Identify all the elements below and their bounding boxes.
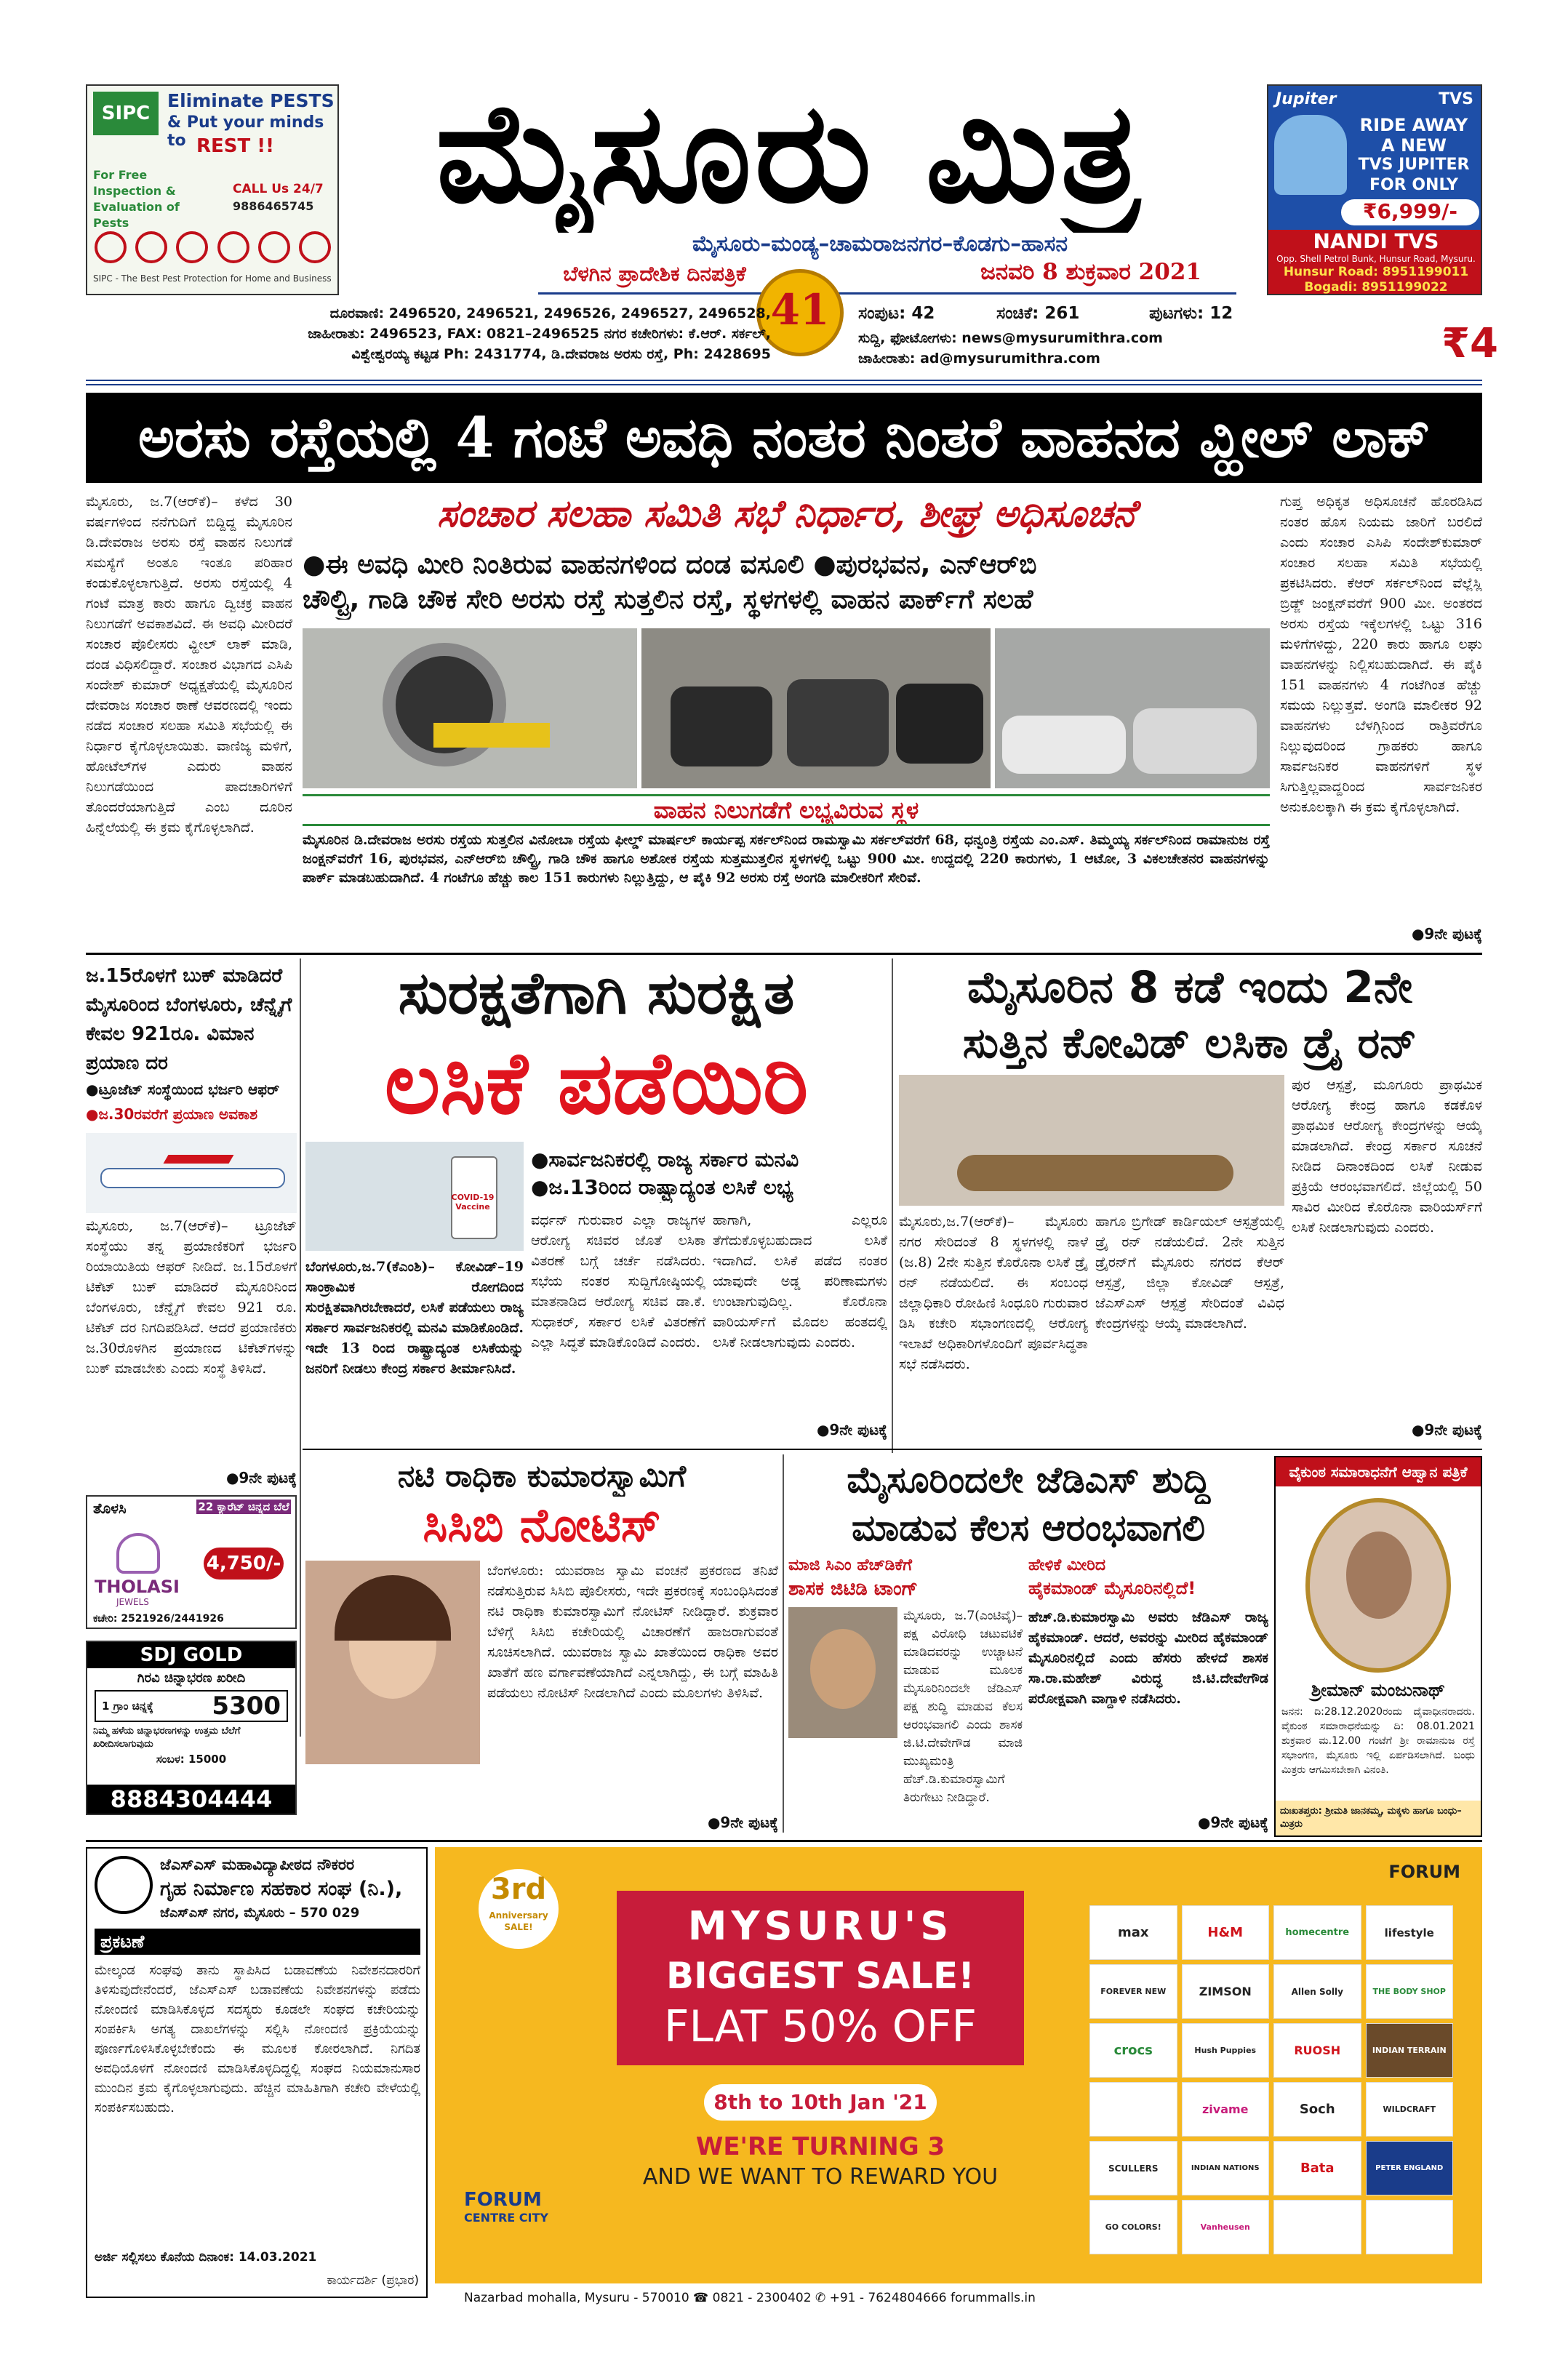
sdj-gram: 1 ಗ್ರಾಂ ಚಿನ್ನಕ್ಕೆ xyxy=(102,1700,153,1713)
dryrun-headline-2: ಸುತ್ತಿನ ಕೋವಿಡ್ ಲಸಿಕಾ ಡ್ರೈ ರನ್ xyxy=(962,1018,1417,1068)
tholasi-top: ತೊಳಸಿ xyxy=(93,1500,127,1517)
lead-headline-bar xyxy=(86,393,1482,483)
jds-sub-1a: ಮಾಜಿ ಸಿಎಂ ಹೆಚ್‌ಡಿಕೆಗೆ xyxy=(788,1556,913,1574)
dryrun-body-b: ಹಾಗೂ ಬ್ರಿಗೇಡ್ ಕಾರ್ಡಿಯಲ್ ಆಸ್ಪತ್ರೆಯಲ್ಲಿ ಡ್ರೈ ರನ್ ನಡೆಯಲಿದೆ. 2ನೇ ಸುತ್ತಿನ ಡ್ರೈರನ್‌ಗೆ ಮೈಸೂರು ನಗರದ ಕೆಆರ್ ಆಸ್ಪತ್ರೆ, ಜಿಲ್ಲಾ ಕೋವಿಡ್ ಆಸ್ಪತ್ರೆ, ಜೆಎಸ್‌ಎಸ್ ಆಸ್ಪತ್ರೆ ಸೇರಿದಂತೆ ವಿವಿಧ ಕೇಂದ್ರಗಳನ್ನು ಆಯ್ಕೆ ಮಾಡಲಾಗಿದೆ. xyxy=(1095,1214,1284,1332)
vaccine-body-b: ವರ್ಧನ್ ಗುರುವಾರ ಎಲ್ಲಾ ರಾಜ್ಯಗಳ ಆರೋಗ್ಯ ಸಚಿವರ ಜೊತೆ ಲಸಿಕಾ ವಿತರಣೆ ಬಗ್ಗೆ ಚರ್ಚೆ ನಡೆಸಿದರು. ಸಭೆಯ ನಂತರ ಸುದ್ದಿಗೋಷ್ಠಿಯಲ್ಲಿ ಮಾತನಾಡಿದ ಆರೋಗ್ಯ ಸಚಿವ ಡಾ.ಕೆ. ಸುಧಾಕರ್, ಸರ್ಕಾರ ಲಸಿಕೆ ವಿತರಣೆಗೆ ಎಲ್ಲಾ ಸಿದ್ಧತೆ ಮಾಡಿಕೊಂಡಿದೆ ಎಂದರು. xyxy=(531,1212,705,1350)
forum-turning: WE'RE TURNING 3 xyxy=(695,2132,945,2161)
society-address: ಜೆಎಸ್‌ಎಸ್ ನಗರ, ಮೈಸೂರು – 570 029 xyxy=(160,1905,360,1921)
vaccine-headline-1: ಸುರಕ್ಷತೆಗಾಗಿ ಸುರಕ್ಷಿತ xyxy=(398,959,795,1027)
dryrun-headline-1: ಮೈಸೂರಿನ 8 ಕಡೆ ಇಂದು 2ನೇ xyxy=(967,962,1412,1013)
bike-shape xyxy=(787,679,889,766)
gtd-photo xyxy=(788,1607,897,1738)
notice-body: ಮೇಲ್ಕಂಡ ಸಂಘವು ತಾನು ಸ್ಥಾಪಿಸಿದ ಬಡಾವಣೆಯ ನಿವೇಶನದಾರರಿಗೆ ತಿಳಿಸುವುದೇನೆಂದರೆ, ಜೆಎಸ್‌ಎಸ್ ಬಡಾವಣೆಯ ನಿವೇಶನಗಳನ್ನು ಪಡೆದು ನೋಂದಣಿ ಮಾಡಿಸಿಕೊಳ್ಳದ ಸದಸ್ಯರು ಕೂಡಲೇ ಸಂಘದ ಕಚೇರಿಯನ್ನು ಸಂಪರ್ಕಿಸಿ ಅಗತ್ಯ ದಾಖಲೆಗಳನ್ನು ಸಲ್ಲಿಸಿ ನೋಂದಣಿ ಪ್ರಕ್ರಿಯೆಯನ್ನು ಪೂರ್ಣಗೊಳಿಸಿಕೊಳ್ಳಬೇಕೆಂದು ಈ ಮೂಲಕ ಕೋರಲಾಗಿದೆ. ನಿಗದಿತ ಅವಧಿಯೊಳಗೆ ನೋಂದಣಿ ಮಾಡಿಸಿಕೊಳ್ಳದಿದ್ದಲ್ಲಿ ಸಂಘದ ನಿಯಮಾನುಸಾರ ಮುಂದಿನ ಕ್ರಮ ಕೈಗೊಳ್ಳಲಾಗುವುದು. ಹೆಚ್ಚಿನ ಮಾಹಿತಿಗಾಗಿ ಕಚೇರಿ ವೇಳೆಯಲ್ಲಿ ಸಂಪರ್ಕಿಸಬಹುದು. xyxy=(95,1963,420,2115)
lead-bullets-2: ಚೌಲ್ಟ್ರಿ, ಗಾಡಿ ಚೌಕ ಸೇರಿ ಅರಸು ರಸ್ತೆ ಸುತ್ತಲಿನ ರಸ್ತೆ, ಸ್ಥಳಗಳಲ್ಲಿ ವಾಹನ ಪಾರ್ಕ್‌ಗೆ ಸಲಹೆ xyxy=(303,585,1033,614)
lead-kicker: ಸಂಚಾರ ಸಲಹಾ ಸಮಿತಿ ಸಭೆ ನಿರ್ಧಾರ, ಶೀಘ್ರ ಅಧಿಸೂಚನೆ xyxy=(437,492,1135,536)
forum-address-bar: Nazarbad mohalla, Mysuru - 570010 ☎ 0821 - 2300402 ✆ +91 - 7624804666 forummalls.in xyxy=(435,2283,1482,2313)
ad-call: CALL Us 24/7 xyxy=(233,182,324,196)
phone-line: ದೂರವಾಣಿ: 2496520, 2496521, 2496526, 2496527, 2496528, xyxy=(329,305,771,321)
brand-logo: Allen Solly xyxy=(1273,1964,1361,2019)
price: ₹4 xyxy=(1441,320,1498,367)
dealer-bogadi: Bogadi: 8951199022 xyxy=(1304,280,1448,295)
forum-logo xyxy=(464,2189,548,2225)
lead-continued: ●9ನೇ ಪುಟಕ್ಕೆ xyxy=(1411,925,1482,942)
section-rule xyxy=(86,953,1482,955)
ad-line-3: REST !! xyxy=(196,135,275,157)
ad-email: ಜಾಹೀರಾತು: ad@mysurumithra.com xyxy=(858,351,1100,367)
flight-headline: ಜ.15ರೊಳಗೆ ಬುಕ್ ಮಾಡಿದರೆ ಮೈಸೂರಿಂದ ಬೆಂಗಳೂರು, ಚೆನ್ನೈಗೆ ಕೇವಲ 921ರೂ. ವಿಮಾನ ಪ್ರಯಾಣ ದರ xyxy=(86,965,292,1074)
dryrun-body-c: ಪುರ ಆಸ್ಪತ್ರೆ, ಮೂಗೂರು ಪ್ರಾಥಮಿಕ ಆರೋಗ್ಯ ಕೇಂದ್ರ ಹಾಗೂ ಕಡಕೊಳ ಪ್ರಾಥಮಿಕ ಆರೋಗ್ಯ ಕೇಂದ್ರಗಳನ್ನು ಆಯ್ಕೆ ಮಾಡಲಾಗಿದೆ. ಕೇಂದ್ರ ಸರ್ಕಾರ ಸೂಚನೆ ನೀಡಿದ ದಿನಾಂಕದಿಂದ ಲಸಿಕೆ ನೀಡುವ ಪ್ರಕ್ರಿಯೆ ಆರಂಭವಾಗಲಿದೆ. ಜಿಲ್ಲೆಯಲ್ಲಿ 50 ಸಾವಿರ ಮೀರಿದ ಕೊರೊನಾ ವಾರಿಯರ್ಸ್‌ಗೆ ಲಸಿಕೆ ನೀಡಲಾಗುವುದು ಎಂದರು. xyxy=(1292,1077,1482,1236)
forum-flat-off: FLAT 50% OFF xyxy=(663,2001,977,2052)
flight-bullet-1: ●ಟ್ರೂಜೆಟ್ ಸಂಸ್ಥೆಯಿಂದ ಭರ್ಜರಿ ಆಫರ್ xyxy=(86,1081,280,1098)
forum-mall-ad[interactable] xyxy=(435,1847,1482,2313)
anniversary-sub: Anniversary SALE! xyxy=(489,1910,548,1932)
tholasi-jewels-ad[interactable] xyxy=(86,1495,297,1629)
column-divider xyxy=(892,958,893,1453)
tholasi-phone: ಕಚೇರಿ: 2521926/2441926 xyxy=(93,1613,224,1625)
vaccine-label: COVID-19 Vaccine xyxy=(451,1193,495,1212)
meeting-photo xyxy=(899,1075,1284,1206)
clamp-shape xyxy=(433,723,550,748)
radhika-photo xyxy=(305,1561,480,1764)
sdj-title: SDJ GOLD xyxy=(87,1642,295,1668)
brand-logo: GO COLORS! xyxy=(1089,2200,1177,2254)
face-shape xyxy=(1346,1532,1412,1619)
parking-caption-title: ವಾಹನ ನಿಲುಗಡೆಗೆ ಲಭ್ಯವಿರುವ ಸ್ಥಳ xyxy=(303,794,1270,826)
dryrun-body-a: ಮೈಸೂರು,ಜ.7(ಆರ್‌ಕೆ)– ಮೈಸೂರು ನಗರ ಸೇರಿದಂತೆ 8 ಸ್ಥಳಗಳಲ್ಲಿ ನಾಳೆ (ಜ.8) 2ನೇ ಸುತ್ತಿನ ಕೊರೊನಾ ಲಸಿಕೆ ಡ್ರೈ ರನ್ ನಡೆಯಲಿದೆ. ಈ ಸಂಬಂಧ ಜಿಲ್ಲಾಧಿಕಾರಿ ರೋಹಿಣಿ ಸಿಂಧೂರಿ ಗುರುವಾರ ಡಿಸಿ ಕಚೇರಿ ಸಭಾಂಗಣದಲ್ಲಿ ಆರೋಗ್ಯ ಇಲಾಖೆ ಅಧಿಕಾರಿಗಳೊಂದಿಗೆ ಪೂರ್ವಸಿದ್ಧತಾ ಸಭೆ ನಡೆಸಿದರು. xyxy=(899,1214,1088,1372)
jds-body-b: ಹೆಚ್.ಡಿ.ಕುಮಾರಸ್ವಾಮಿ ಅವರು ಜೆಡಿಎಸ್ ರಾಜ್ಯ ಹೈಕಮಾಂಡ್. ಆದರೆ, ಅವರನ್ನು ಮೀರಿದ ಹೈಕಮಾಂಡ್ ಮೈಸೂರಿನಲ್ಲಿದೆ ಎಂದು ಹೆಸರು ಹೇಳದೆ ಶಾಸಕ ಸಾ.ರಾ.ಮಹೇಶ್ ವಿರುದ್ಧ ಜಿ.ಟಿ.ದೇವೇಗೌಡ ಪರೋಕ್ಷವಾಗಿ ವಾಗ್ದಾಳಿ ನಡೆಸಿದರು. xyxy=(1028,1609,1268,1707)
jds-sub-1b: ಶಾಸಕ ಜಿಟಿಡಿ ಟಾಂಗ್ xyxy=(788,1578,919,1600)
radhika-headline-1: ನಟಿ ರಾಧಿಕಾ ಕುಮಾರಸ್ವಾಮಿಗೆ xyxy=(397,1458,687,1494)
brand-logo: INDIAN NATIONS xyxy=(1182,2141,1270,2195)
no-pest-icon xyxy=(217,231,249,263)
obituary-box xyxy=(1274,1456,1482,1837)
tholasi-sub: JEWELS xyxy=(116,1597,149,1607)
radhika-headline-2: ಸಿಸಿಬಿ ನೋಟಿಸ್ xyxy=(423,1499,661,1553)
plane-wing xyxy=(164,1155,234,1164)
jds-headline-2: ಮಾಡುವ ಕೆಲಸ ಆರಂಭವಾಗಲಿ xyxy=(851,1507,1206,1549)
pest-control-ad[interactable] xyxy=(86,84,339,295)
brand-logo: SCULLERS xyxy=(1089,2141,1177,2195)
badge-number: 41 xyxy=(770,285,830,335)
anniversary-mark xyxy=(479,1869,559,1949)
brand-logo: RUOSH xyxy=(1273,2023,1361,2078)
ad-tvs-jupiter: TVS JUPITER xyxy=(1358,156,1470,174)
brand-logo: crocs xyxy=(1089,2023,1177,2078)
jds-sub-2b: ಹೈಕಮಾಂಡ್ ಮೈಸೂರಿನಲ್ಲಿದೆ! xyxy=(1028,1578,1196,1598)
sipc-logo: SIPC xyxy=(93,92,159,135)
scooter-image xyxy=(1274,115,1347,195)
face-shape xyxy=(810,1629,876,1709)
tagline: ಬೆಳಗಿನ ಪ್ರಾದೇಶಿಕ ದಿನಪತ್ರಿಕೆ xyxy=(563,262,746,286)
dealer-address: Opp. Shell Petrol Bunk, Hunsur Road, Mysuru. xyxy=(1276,254,1476,264)
car-parking-photo xyxy=(995,628,1270,788)
newspaper-title: ಮೈಸೂರು ಮಿತ್ರ xyxy=(436,80,1143,233)
brand-logo: Bata xyxy=(1273,2141,1361,2195)
brand-logo: lifestyle xyxy=(1366,1905,1454,1960)
sdj-gold-ad[interactable] xyxy=(86,1641,297,1815)
vaccine-bullet-2: ●ಜ.13ರಿಂದ ರಾಷ್ಟ್ರಾದ್ಯಂತ ಲಸಿಕೆ ಲಭ್ಯ xyxy=(531,1175,793,1199)
office-line: ವಿಶ್ವೇಶ್ವರಯ್ಯ ಕಟ್ಟಡ Ph: 2431774, ಡಿ.ದೇವರಾಜ ಅರಸು ರಸ್ತೆ, Ph: 2428695 xyxy=(351,346,771,362)
bike-parking-photo xyxy=(641,628,991,788)
jds-sub-2a: ಹೇಳಿಕೆ ಮೀರಿದ xyxy=(1028,1556,1106,1574)
table-shape xyxy=(957,1155,1233,1191)
notice-date: ಅರ್ಜಿ ಸಲ್ಲಿಸಲು ಕೊನೆಯ ದಿನಾಂಕ: 14.03.2021 xyxy=(95,2250,317,2265)
brand-logo: Vanheusen xyxy=(1182,2200,1270,2254)
society-name-1: ಜೆಎಸ್‌ಎಸ್ ಮಹಾವಿದ್ಯಾಪೀಠದ ನೌಕರರ xyxy=(160,1856,355,1873)
blue-rule xyxy=(538,292,1236,295)
vaccine-bullet-1: ●ಸಾರ್ವಜನಿಕರಲ್ಲಿ ರಾಜ್ಯ ಸರ್ಕಾರ ಮನವಿ xyxy=(531,1148,799,1172)
bike-shape xyxy=(896,684,983,764)
anniversary-number: 3rd xyxy=(490,1873,547,1906)
bike-shape xyxy=(671,686,772,766)
tvs-jupiter-ad[interactable] xyxy=(1267,84,1482,295)
housing-society-notice xyxy=(86,1847,428,2298)
issue-number: ಸಂಚಿಕೆ: 261 xyxy=(996,304,1080,323)
dealer-hunsur: Hunsur Road: 8951199011 xyxy=(1283,265,1469,279)
airplane-photo xyxy=(86,1133,297,1213)
dealer-name: NANDI TVS xyxy=(1313,229,1439,253)
hair-shape xyxy=(335,1575,451,1641)
brand-logo: Soch xyxy=(1273,2082,1361,2137)
jds-continued: ●9ನೇ ಪುಟಕ್ಕೆ xyxy=(1197,1814,1268,1831)
ad-line-1: Eliminate PESTS xyxy=(167,90,335,111)
obituary-name: ಶ್ರೀಮಾನ್ ಮಂಜುನಾಥ್ xyxy=(1311,1680,1446,1700)
ad-for-only: FOR ONLY xyxy=(1369,176,1458,194)
brand-logo xyxy=(1089,2082,1177,2137)
brand-logo: Hush Puppies xyxy=(1182,2023,1270,2078)
vaccine-headline-2: ಲಸಿಕೆ ಪಡೆಯಿರಿ xyxy=(384,1033,809,1133)
brand-logo: zivame xyxy=(1182,2082,1270,2137)
no-pest-icon xyxy=(135,231,167,263)
vaccine-body-a: ಬೆಂಗಳೂರು,ಜ.7(ಕೆಎಂಶಿ)– ಕೋವಿಡ್–19 ಸಾಂಕ್ರಾಮಿಕ ರೋಗದಿಂದ ಸುರಕ್ಷಿತವಾಗಿರಬೇಕಾದರೆ, ಲಸಿಕೆ ಪಡೆಯಲು ರಾಜ್ಯ ಸರ್ಕಾರ ಸಾರ್ವಜನಿಕರಲ್ಲಿ ಮನವಿ ಮಾಡಿಕೊಂಡಿದೆ. ಇದೇ 13 ರಿಂದ ರಾಷ್ಟ್ರಾದ್ಯಂತ ಲಸಿಕೆಯನ್ನು ಜನರಿಗೆ ನೀಡಲು ಕೇಂದ್ರ ಸರ್ಕಾರ ತೀರ್ಮಾನಿಸಿದೆ. xyxy=(305,1259,524,1377)
forum-line-1: MYSURU'S xyxy=(687,1903,953,1949)
plane-body xyxy=(100,1168,285,1188)
obituary-photo xyxy=(1305,1498,1451,1673)
jds-body-a: ಮೈಸೂರು, ಜ.7(ಎಂಟಿವೈ)– ಪಕ್ಷ ವಿರೋಧಿ ಚಟುವಟಿಕೆ ಮಾಡಿದವರನ್ನು ಉಚ್ಚಾಟನೆ ಮಾಡುವ ಮೂಲಕ ಮೈಸೂರಿನಿಂದಲೇ ಜೆಡಿಎಸ್ ಪಕ್ಷ ಶುದ್ಧಿ ಮಾಡುವ ಕೆಲಸ ಆರಂಭವಾಗಲಿ ಎಂದು ಶಾಸಕ ಜಿ.ಟಿ.ದೇವೇಗೌಡ ಮಾಜಿ ಮುಖ್ಯಮಂತ್ರಿ ಹೆಚ್.ಡಿ.ಕುಮಾರಸ್ವಾಮಿಗೆ ತಿರುಗೇಟು ನೀಡಿದ್ದಾರೆ. xyxy=(903,1609,1023,1805)
brand-logo: ZIMSON xyxy=(1182,1964,1270,2019)
vaccine-photo xyxy=(305,1142,524,1251)
brand-logo: INDIAN TERRAIN xyxy=(1366,2023,1454,2078)
volume: ಸಂಪುಟ: 42 xyxy=(858,304,935,323)
pest-icons-row xyxy=(95,231,331,265)
tvs-logo: TVS xyxy=(1439,90,1473,108)
page-count: ಪುಟಗಳು: 12 xyxy=(1149,304,1233,323)
flight-continued: ●9ನೇ ಪುಟಕ್ಕೆ xyxy=(225,1469,297,1486)
section-rule xyxy=(86,1840,1482,1842)
flight-body: ಮೈಸೂರು, ಜ.7(ಆರ್‌ಕೆ)– ಟ್ರೂಜೆಟ್ ಸಂಸ್ಥೆಯು ತನ್ನ ಪ್ರಯಾಣಿಕರಿಗೆ ಭರ್ಜರಿ ರಿಯಾಯಿತಿಯ ಆಫರ್ ನೀಡಿದೆ. ಜ.15ರೊಳಗೆ ಟಿಕೆಟ್ ಬುಕ್ ಮಾಡಿದರೆ ಮೈಸೂರಿನಿಂದ ಬೆಂಗಳೂರು, ಚೆನ್ನೈಗೆ ಕೇವಲ 921 ರೂ. ಟಿಕೆಟ್ ದರ ನಿಗದಿಪಡಿಸಿದೆ. ಆದರೆ ಪ್ರಯಾಣಿಕರು ಜ.30ರೊಳಗಿನ ಪ್ರಯಾಣದ ಟಿಕೆಟ್‌ಗಳನ್ನು ಬುಕ್ ಮಾಡಬೇಕು ಎಂದು ಸಂಸ್ಥೆ ತಿಳಿಸಿದೆ. xyxy=(86,1218,297,1377)
section-rule xyxy=(303,1449,1482,1450)
ad-phone: 9886465745 xyxy=(233,199,314,213)
brand-logo xyxy=(1366,2200,1454,2254)
column-divider xyxy=(300,958,301,1737)
ad-a-new: A NEW xyxy=(1381,135,1447,156)
forum-line-2: BIGGEST SALE! xyxy=(666,1955,975,1997)
tholasi-name: THOLASI xyxy=(95,1577,180,1597)
tholasi-logo-icon xyxy=(116,1533,160,1574)
lead-left-column: ಮೈಸೂರು, ಜ.7(ಆರ್‌ಕೆ)– ಕಳೆದ 30 ವರ್ಷಗಳಿಂದ ನನೆಗುದಿಗೆ ಬಿದ್ದಿದ್ದ ಮೈಸೂರಿನ ಡಿ.ದೇವರಾಜ ಅರಸು ರಸ್ತೆ ವಾಹನ ನಿಲುಗಡೆ ಸಮಸ್ಯೆಗೆ ಅಂತೂ ಇಂತೂ ಪರಿಹಾರ ಕಂಡುಕೊಳ್ಳಲಾಗುತ್ತಿದೆ. ಅರಸು ರಸ್ತೆಯಲ್ಲಿ 4 ಗಂಟೆ ಮಾತ್ರ ಕಾರು ಹಾಗೂ ದ್ವಿಚಕ್ರ ವಾಹನ ನಿಲುಗಡೆಗೆ ಅವಕಾಶವಿದೆ. ಈ ಅವಧಿ ಮೀರಿದರೆ ಸಂಚಾರ ಪೊಲೀಸರು ವ್ಹೀಲ್ ಲಾಕ್ ಮಾಡಿ, ದಂಡ ವಿಧಿಸಲಿದ್ದಾರೆ. ಸಂಚಾರ ವಿಭಾಗದ ಎಸಿಪಿ ಸಂದೇಶ್ ಕುಮಾರ್ ಅಧ್ಯಕ್ಷತೆಯಲ್ಲಿ ಮೈಸೂರಿನ ದೇವರಾಜ ಸಂಚಾರ ಠಾಣೆ ಆವರಣದಲ್ಲಿ ಇಂದು ನಡೆದ ಸಂಚಾರ ಸಲಹಾ ಸಮಿತಿ ಸಭೆಯಲ್ಲಿ ಈ ನಿರ್ಧಾರ ಕೈಗೊಳ್ಳಲಾಯಿತು. ವಾಣಿಜ್ಯ ಮಳಿಗೆ, ಹೋಟೆಲ್‌ಗಳ ಎದುರು ವಾಹನ ನಿಲುಗಡೆಯಿಂದ ಪಾದಚಾರಿಗಳಿಗೆ ತೊಂದರೆಯಾಗುತ್ತಿದೆ ಎಂಬ ದೂರಿನ ಹಿನ್ನೆಲೆಯಲ್ಲಿ ಈ ಕ್ರಮ ಕೈಗೊಳ್ಳಲಾಗಿದೆ. xyxy=(86,494,292,836)
brand-logo: THE BODY SHOP xyxy=(1366,1964,1454,2019)
sdj-note: ನಿಮ್ಮ ಹಳೆಯ ಚಿನ್ನಾಭರಣಗಳನ್ನು ಉತ್ತಮ ಬೆಲೆಗೆ ಖರೀದಿಸಲಾಗುವುದು xyxy=(93,1726,241,1750)
notice-title: ಪ್ರಕಟಣೆ xyxy=(95,1929,420,1955)
vaccine-body-c: ಹಾಗಾಗಿ, ಎಲ್ಲರೂ ತೆಗೆದುಕೊಳ್ಳಬಹುದಾದ ಲಸಿಕೆ ಇದಾಗಿದೆ. ಲಸಿಕೆ ಪಡೆದ ನಂತರ ಯಾವುದೇ ಅಡ್ಡ ಪರಿಣಾಮಗಳು ಉಂಟಾಗುವುದಿಲ್ಲ. ಕೊರೊನಾ ವಾರಿಯರ್ಸ್‌ಗೆ ಮೊದಲ ಹಂತದಲ್ಲಿ ಲಸಿಕೆ ನೀಡಲಾಗುವುದು ಎಂದರು. xyxy=(713,1212,887,1350)
region-line: ಮೈಸೂರು–ಮಂಡ್ಯ–ಚಾಮರಾಜನಗರ–ಕೊಡಗು–ಹಾಸನ xyxy=(692,231,1068,257)
sdj-phone: 8884304444 xyxy=(87,1785,295,1814)
ad-free-inspection: For Free Inspection & Evaluation of Pests xyxy=(93,168,180,230)
forum-reward: AND WE WANT TO REWARD YOU xyxy=(642,2164,999,2190)
lead-headline: ಅರಸು ರಸ್ತೆಯಲ್ಲಿ 4 ಗಂಟೆ ಅವಧಿ ನಂತರ ನಿಂತರೆ ವಾಹನದ ವ್ಹೀಲ್ ಲಾಕ್ xyxy=(137,405,1431,470)
ad-line-2: & Put your minds to xyxy=(167,113,324,150)
sdj-sub: ಗಿರವಿ ಚಿನ್ನಾಭರಣ ಖರೀದಿ xyxy=(137,1670,246,1686)
brand-logo xyxy=(1273,2200,1361,2254)
dealer-box xyxy=(1268,230,1482,295)
forum-headline-box xyxy=(617,1891,1024,2065)
wheel-lock-photo xyxy=(303,628,637,788)
brand-logo: H&M xyxy=(1182,1905,1270,1960)
parking-caption-body: ಮೈಸೂರಿನ ಡಿ.ದೇವರಾಜ ಅರಸು ರಸ್ತೆಯ ಸುತ್ತಲಿನ ವಿನೋಬಾ ರಸ್ತೆಯ ಫೀಲ್ಡ್ ಮಾರ್ಷಲ್ ಕಾರ್ಯಪ್ಪ ಸರ್ಕಲ್‌ನಿಂದ ರಾಮಸ್ವಾಮಿ ಸರ್ಕಲ್‌ವರೆಗೆ 68, ಧನ್ವಂತ್ರಿ ರಸ್ತೆಯ ಎಂ.ಎಸ್. ತಿಮ್ಮಯ್ಯ ಸರ್ಕಲ್‌ನಿಂದ ರಾಮಾನುಜ ರಸ್ತೆ ಜಂಕ್ಷನ್‌ವರೆಗೆ 16, ಪುರಭವನ, ಎನ್‌ಆರ್‌ಬಿ ಚೌಲ್ಟ್ರಿ, ಗಾಡಿ ಚೌಕ ಹಾಗೂ ಅಶೋಕ ರಸ್ತೆಯ ಸುತ್ತಮುತ್ತಲಿನ ಸ್ಥಳಗಳಲ್ಲಿ ಒಟ್ಟು 900 ಮೀ. ಉದ್ದದಲ್ಲಿ 220 ಕಾರುಗಳು, 1 ಆಟೋ, 3 ವಿಕಲಚೇತನರ ವಾಹನಗಳನ್ನು ಪಾರ್ಕ್ ಮಾಡಬಹುದಾಗಿದೆ. 4 ಗಂಟೆಗೂ ಹೆಚ್ಚು ಕಾಲ 151 ಕಾರುಗಳು ನಿಲ್ಲುತ್ತಿದ್ದು, ಆ ಪೈಕಿ 92 ಅರಸು ರಸ್ತೆ ಅಂಗಡಿ ಮಾಲೀಕರಿಗೆ ಸೇರಿವೆ. xyxy=(303,832,1270,886)
ad-ride-away: RIDE AWAY xyxy=(1359,115,1468,135)
no-pest-icon xyxy=(176,231,208,263)
news-email: ಸುದ್ದಿ, ಫೋಟೋಗಳು: news@mysurumithra.com xyxy=(858,330,1163,346)
wheel-shape xyxy=(383,643,506,766)
vaccine-continued: ●9ನೇ ಪುಟಕ್ಕೆ xyxy=(816,1421,887,1438)
brand-logo: WILDCRAFT xyxy=(1366,2082,1454,2137)
forum-brand-grid xyxy=(1089,1905,1453,2254)
forum-corner-logo: FORUM xyxy=(1388,1862,1460,1882)
society-emblem xyxy=(95,1856,153,1914)
tholasi-price: 4,750/- xyxy=(204,1548,284,1580)
ad-offer-price: ₹6,999/- xyxy=(1341,199,1479,225)
column-divider xyxy=(783,1454,784,1833)
forum-dates: 8th to 10th Jan '21 xyxy=(704,2084,937,2121)
sdj-extra: ಸಂಬಳ: 15000 xyxy=(156,1753,227,1766)
jupiter-logo: Jupiter xyxy=(1276,90,1337,108)
masthead-rule xyxy=(86,380,1482,385)
brand-logo: homecentre xyxy=(1273,1905,1361,1960)
forum-mall-sub: CENTRE CITY xyxy=(464,2211,548,2225)
flight-bullet-2: ●ಜ.30ರವರೆಗೆ ಪ್ರಯಾಣ ಅವಕಾಶ xyxy=(86,1105,258,1123)
car-shape xyxy=(1002,716,1126,774)
issue-date: ಜನವರಿ 8 ಶುಕ್ರವಾರ 2021 xyxy=(980,259,1201,285)
brand-logo: FOREVER NEW xyxy=(1089,1964,1177,2019)
jds-headline-1: ಮೈಸೂರಿಂದಲೇ ಜೆಡಿಎಸ್ ಶುದ್ಧಿ xyxy=(847,1459,1210,1501)
society-name-2: ಗೃಹ ನಿರ್ಮಾಣ ಸಹಕಾರ ಸಂಘ (ನಿ.), xyxy=(160,1878,403,1900)
obituary-family: ದುಃಖತಪ್ತರು: ಶ್ರೀಮತಿ ಜಾನಕಮ್ಮ, ಮಕ್ಕಳು ಹಾಗೂ ಬಂಧು–ಮಿತ್ರರು xyxy=(1276,1801,1481,1835)
sdj-rate: 5300 xyxy=(212,1692,281,1721)
lead-right-column: ಗುಪ್ತ ಅಧಿಕೃತ ಅಧಿಸೂಚನೆ ಹೊರಡಿಸಿದ ನಂತರ ಹೊಸ ನಿಯಮ ಜಾರಿಗೆ ಬರಲಿದೆ ಎಂದು ಸಂಚಾರ ಎಸಿಪಿ ಸಂದೇಶ್‌ಕುಮಾರ್ ಸಂಚಾರ ಸಲಹಾ ಸಮಿತಿ ಸಭೆಯಲ್ಲಿ ಪ್ರಕಟಿಸಿದರು. ಕೆಆರ್ ಸರ್ಕಲ್‌ನಿಂದ ವೆಲ್ಲೆಸ್ಲಿ ಬ್ರಿಡ್ಜ್ ಜಂಕ್ಷನ್‌ವರೆಗೆ 900 ಮೀ. ಅಂತರದ ಅರಸು ರಸ್ತೆಯ ಇಕ್ಕೆಲಗಳಲ್ಲಿ ಒಟ್ಟು 316 ಮಳಿಗೆಗಳಿದ್ದು, 220 ಕಾರು ಹಾಗೂ ಲಘು ವಾಹನಗಳನ್ನು ನಿಲ್ಲಿಸಬಹುದಾಗಿದೆ. ಈ ಪೈಕಿ 151 ವಾಹನಗಳು 4 ಗಂಟೆಗಿಂತ ಹೆಚ್ಚು ಸಮಯ ನಿಲ್ಲುತ್ತವೆ. ಅಂಗಡಿ ಮಾಲೀಕರ 92 ವಾಹನಗಳು ಬೆಳಗ್ಗಿನಿಂದ ರಾತ್ರಿವರೆಗೂ ನಿಲ್ಲುವುದರಿಂದ ಗ್ರಾಹಕರು ಹಾಗೂ ಸಾರ್ವಜನಿಕರ ವಾಹನಗಳಿಗೆ ಸ್ಥಳ ಸಿಗುತ್ತಿಲ್ಲವಾದ್ದರಿಂದ ಸಾರ್ವಜನಿಕರ ಅನುಕೂಲಕ್ಕಾಗಿ ಈ ಕ್ರಮ ಕೈಗೊಳ್ಳಲಾಗಿದೆ. xyxy=(1280,494,1482,815)
sdj-rate-box xyxy=(95,1690,288,1722)
notice-signature: ಕಾರ್ಯದರ್ಶಿ (ಪ್ರಭಾರ) xyxy=(327,2273,419,2288)
ad-footer: SIPC - The Best Pest Protection for Home and Business xyxy=(93,273,332,284)
ads-line: ಜಾಹೀರಾತು: 2496523, FAX: 0821–2496525 ನಗರ ಕಚೇರಿಗಳು: ಕೆ.ಆರ್. ಸರ್ಕಲ್, xyxy=(308,326,771,342)
tholasi-offer: 22 ಕ್ಯಾರೆಟ್ ಚಿನ್ನದ ಬೆಲೆ xyxy=(196,1500,291,1514)
brand-logo: max xyxy=(1089,1905,1177,1960)
no-pest-icon xyxy=(258,231,290,263)
car-shape xyxy=(1133,708,1257,774)
obituary-heading: ವೈಕುಂಠ ಸಮಾರಾಧನೆಗೆ ಆಹ್ವಾನ ಪತ್ರಿಕೆ xyxy=(1276,1457,1481,1486)
forum-mall-name: FORUM xyxy=(464,2189,542,2211)
no-pest-icon xyxy=(299,231,331,263)
lead-bullets-1: ●ಈ ಅವಧಿ ಮೀರಿ ನಿಂತಿರುವ ವಾಹನಗಳಿಂದ ದಂಡ ವಸೂಲಿ ●ಪುರಭವನ, ಎನ್‌ಆರ್‌ಬಿ xyxy=(303,550,1037,580)
radhika-body: ಬೆಂಗಳೂರು: ಯುವರಾಜ ಸ್ವಾಮಿ ವಂಚನೆ ಪ್ರಕರಣದ ತನಿಖೆ ನಡೆಸುತ್ತಿರುವ ಸಿಸಿಬಿ ಪೊಲೀಸರು, ಇದೇ ಪ್ರಕರಣಕ್ಕೆ ಸಂಬಂಧಿಸಿದಂತೆ ನಟಿ ರಾಧಿಕಾ ಕುಮಾರಸ್ವಾಮಿಗೆ ನೋಟಿಸ್ ನೀಡಿದ್ದಾರೆ. ಶುಕ್ರವಾರ ಬೆಳಿಗ್ಗೆ ಸಿಸಿಬಿ ಕಚೇರಿಯಲ್ಲಿ ವಿಚಾರಣೆಗೆ ಹಾಜರಾಗುವಂತೆ ಸೂಚಿಸಲಾಗಿದೆ. ಯುವರಾಜ ಸ್ವಾಮಿ ಖಾತೆಯಿಂದ ರಾಧಿಕಾ ಅವರ ಖಾತೆಗೆ ಹಣ ವರ್ಗಾವಣೆಯಾಗಿದೆ ಎನ್ನಲಾಗಿದ್ದು, ಈ ಬಗ್ಗೆ ಮಾಹಿತಿ ಪಡೆಯಲು ನೋಟಿಸ್ ನೀಡಲಾಗಿದೆ ಎಂದು ಮೂಲಗಳು ತಿಳಿಸಿವೆ. xyxy=(487,1563,778,1701)
no-pest-icon xyxy=(95,231,127,263)
radhika-continued: ●9ನೇ ಪುಟಕ್ಕೆ xyxy=(707,1814,778,1831)
dryrun-continued: ●9ನೇ ಪುಟಕ್ಕೆ xyxy=(1411,1421,1482,1438)
obituary-text: ಜನನ: ದಿ:28.12.2020ರಂದು ದೈವಾಧೀನರಾದರು. ವೈಕುಂಠ ಸಮಾರಾಧನೆಯನ್ನು ದಿ: 08.01.2021 ಶುಕ್ರವಾರ ಮ.12.00 ಗಂಟೆಗೆ ಶ್ರೀ ರಾಮಾನುಜ ರಸ್ತೆ ಸಭಾಂಗಣ, ಮೈಸೂರು ಇಲ್ಲಿ ಏರ್ಪಡಿಸಲಾಗಿದೆ. ಬಂಧು ಮಿತ್ರರು ಆಗಮಿಸಬೇಕಾಗಿ ವಿನಂತಿ. xyxy=(1281,1706,1475,1776)
brand-logo: PETER ENGLAND xyxy=(1366,2141,1454,2195)
